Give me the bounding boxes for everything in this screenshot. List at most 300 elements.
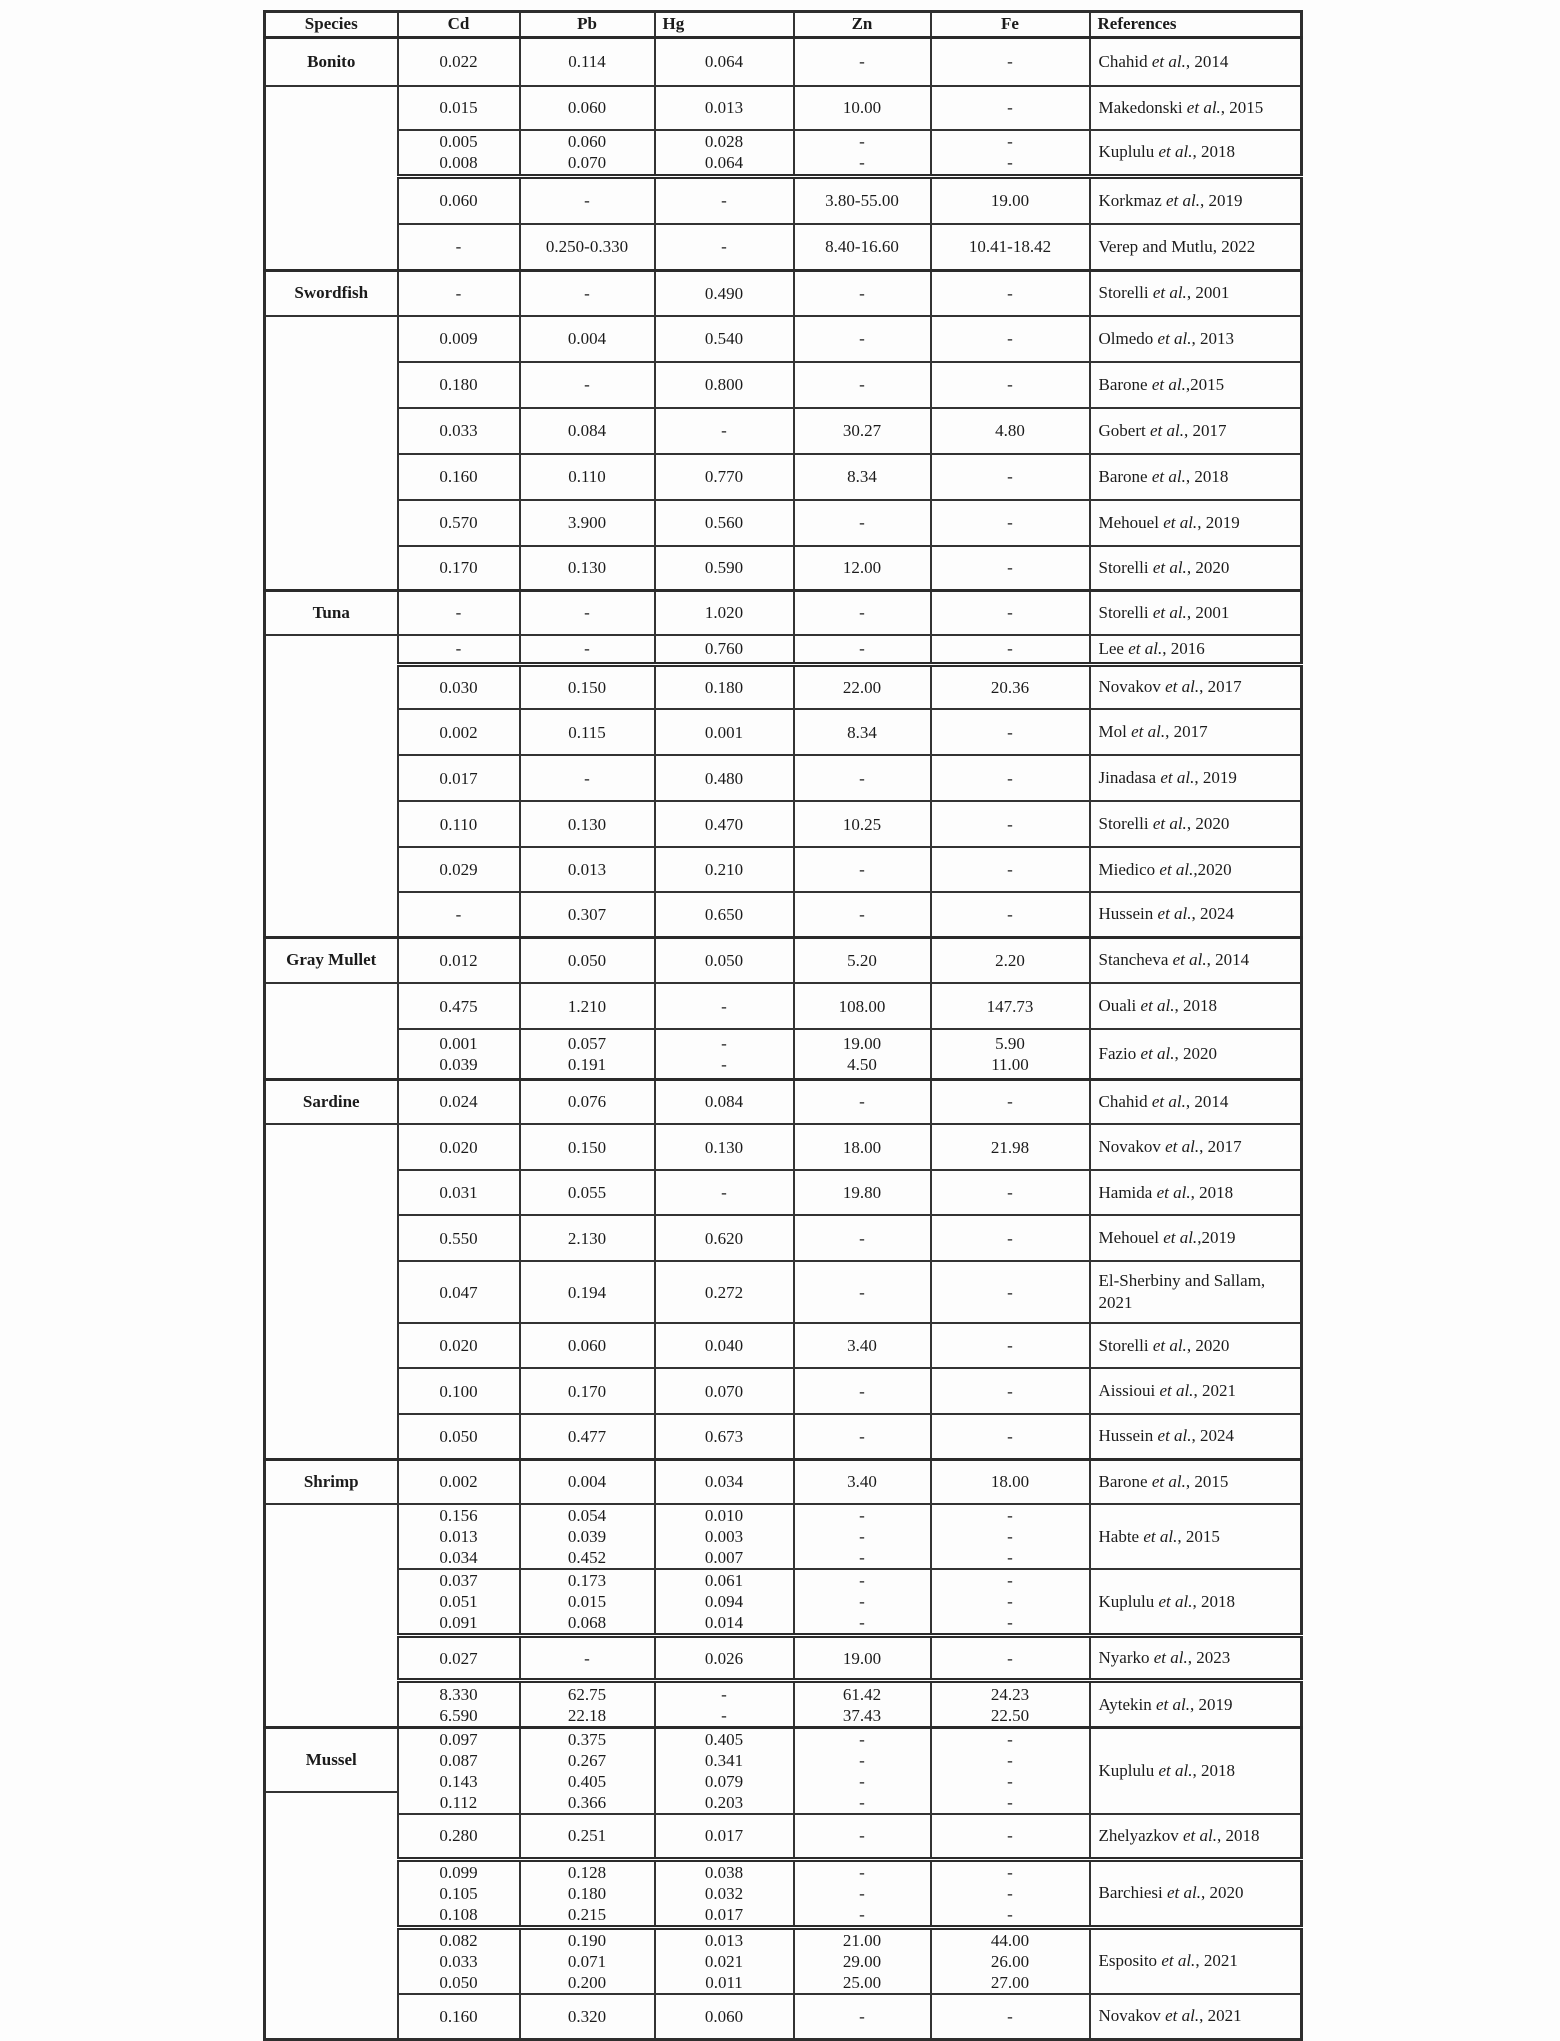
value-line: 0.015 [567, 1592, 607, 1611]
value-line: - [859, 1826, 865, 1846]
cell-pb [520, 664, 655, 709]
value-line: 0.076 [567, 1092, 607, 1112]
cell-pb [520, 546, 655, 591]
species-cell-empty [265, 983, 398, 1079]
cell-cd [398, 1261, 520, 1323]
cell-zn [794, 1215, 931, 1261]
value-line: - [1007, 1883, 1013, 1903]
value-line: 0.004 [567, 1472, 607, 1492]
value-line: - [859, 1571, 865, 1590]
value-line: 0.017 [704, 1904, 744, 1924]
table-row [265, 1927, 1302, 1994]
value-line: 0.082 [439, 1930, 478, 1950]
cell-fe [931, 408, 1090, 454]
cell-fe [931, 1681, 1090, 1728]
value-line: 2.20 [995, 950, 1025, 970]
table-row [265, 709, 1302, 755]
value-line: - [859, 860, 865, 879]
cell-cd [398, 130, 520, 177]
cell-zn [794, 177, 931, 224]
reference-etal: et al. [1152, 814, 1187, 833]
value-line: - [1007, 904, 1013, 924]
cell-fe [931, 224, 1090, 271]
cell-pb [520, 1079, 655, 1124]
value-line: 0.047 [439, 1282, 478, 1302]
reference-year: , 2019 [1197, 512, 1240, 532]
cell-zn [794, 1859, 931, 1927]
cell-cd [398, 1859, 520, 1927]
value-line: 0.002 [439, 1472, 478, 1492]
cell-zn [794, 664, 931, 709]
table-row [265, 892, 1302, 937]
value-line: 0.673 [704, 1426, 744, 1446]
table-body [265, 38, 1302, 2040]
cell-hg [655, 755, 794, 801]
reference-text: Mol [1098, 722, 1132, 741]
cell-zn [794, 1636, 931, 1681]
value-line: 0.060 [567, 132, 607, 152]
cell-reference [1090, 224, 1302, 271]
value-line: 0.022 [439, 52, 478, 72]
cell-fe [931, 1504, 1090, 1569]
species-cell-empty [265, 1792, 398, 2040]
cell-pb [520, 1368, 655, 1414]
value-line: - [859, 1772, 865, 1791]
cell-zn [794, 546, 931, 591]
value-line: 0.026 [704, 1648, 744, 1668]
value-line: 0.039 [567, 1527, 607, 1546]
cell-hg [655, 1124, 794, 1170]
value-line: - [859, 1613, 865, 1632]
reference-etal: et al. [1158, 1761, 1193, 1780]
cell-hg [655, 1569, 794, 1636]
cell-pb [520, 362, 655, 408]
reference-year: , 2024 [1191, 1426, 1235, 1446]
value-line: 108.00 [838, 996, 886, 1016]
table-row [265, 86, 1302, 130]
value-line: 0.060 [567, 98, 607, 117]
reference-etal: et al. [1149, 420, 1184, 440]
table-row [265, 755, 1302, 801]
value-line: - [1007, 153, 1013, 173]
table-row [265, 38, 1302, 86]
value-line: 0.114 [568, 52, 606, 72]
cell-pb [520, 709, 655, 755]
value-line: 0.405 [567, 1772, 607, 1791]
cell-cd [398, 1368, 520, 1414]
value-line: 0.013 [704, 1930, 744, 1950]
cell-reference [1090, 1681, 1302, 1728]
value-line: - [1007, 1336, 1013, 1355]
reference-text: Habte [1098, 1526, 1144, 1546]
cell-zn [794, 1170, 931, 1215]
species-cell-empty [265, 635, 398, 938]
cell-zn [794, 983, 931, 1029]
value-line: - [1007, 1282, 1013, 1302]
species-cell-empty [265, 86, 398, 271]
reference-text: Miedico [1098, 859, 1160, 879]
cell-cd [398, 755, 520, 801]
value-line: 27.00 [990, 1972, 1030, 1992]
reference-text: Storelli [1098, 1335, 1153, 1355]
cell-pb [520, 1459, 655, 1504]
reference-etal: et al. [1157, 1426, 1192, 1446]
cell-fe [931, 1170, 1090, 1215]
cell-fe [931, 847, 1090, 892]
reference-text: Kuplulu [1098, 1591, 1159, 1611]
cell-pb [520, 755, 655, 801]
value-line: - [721, 1684, 727, 1704]
cell-reference [1090, 362, 1302, 408]
value-line: 0.017 [439, 768, 478, 788]
cell-cd [398, 1814, 520, 1859]
cell-reference [1090, 38, 1302, 86]
cell-hg [655, 1994, 794, 2040]
reference-year: , 2015 [1220, 97, 1264, 117]
value-line: 0.620 [704, 1228, 744, 1248]
value-line: - [859, 1228, 865, 1248]
value-line: 0.031 [439, 1183, 478, 1202]
table-row [265, 983, 1302, 1029]
reference-year: , 2017 [1199, 1137, 1242, 1156]
value-line: 0.110 [439, 814, 478, 834]
column-header-zn: Zn [794, 12, 931, 38]
cell-pb [520, 1414, 655, 1459]
value-line: 0.156 [439, 1506, 478, 1525]
cell-hg [655, 316, 794, 362]
cell-fe [931, 709, 1090, 755]
reference-etal: et al. [1151, 1091, 1186, 1111]
value-line: 0.064 [704, 153, 744, 173]
cell-fe [931, 801, 1090, 847]
cell-cd [398, 983, 520, 1029]
cell-pb [520, 224, 655, 271]
value-line: 0.038 [704, 1862, 744, 1882]
cell-fe [931, 1994, 1090, 2040]
cell-cd [398, 1927, 520, 1994]
value-line: 0.180 [704, 677, 744, 697]
value-line: 0.150 [567, 1137, 607, 1157]
value-line: 0.560 [704, 513, 744, 532]
cell-reference [1090, 1170, 1302, 1215]
cell-zn [794, 130, 931, 177]
reference-text: Storelli [1098, 602, 1153, 622]
value-line: 10.41-18.42 [968, 237, 1052, 257]
cell-hg [655, 177, 794, 224]
reference-etal: et al. [1151, 1471, 1186, 1491]
cell-reference [1090, 546, 1302, 591]
reference-text: Novakov [1098, 677, 1166, 697]
value-line: - [1007, 1183, 1013, 1202]
value-line: - [859, 1793, 865, 1812]
species-cell: Bonito [265, 38, 398, 86]
cell-pb [520, 1504, 655, 1569]
reference-year: , 2021 [1193, 1381, 1236, 1400]
cell-fe [931, 664, 1090, 709]
reference-etal: et al. [1163, 1228, 1198, 1247]
table-row [265, 1170, 1302, 1215]
cell-reference [1090, 591, 1302, 635]
value-line: 0.020 [439, 1336, 478, 1355]
value-line: - [1007, 52, 1013, 72]
value-line: 0.190 [567, 1930, 607, 1950]
table-row [265, 546, 1302, 591]
reference-text: Chahid [1098, 1091, 1152, 1111]
value-line: 8.330 [439, 1684, 478, 1704]
value-line: - [1007, 768, 1013, 788]
reference-year: , 2018 [1192, 142, 1235, 162]
value-line: 0.143 [439, 1772, 478, 1791]
cell-zn [794, 847, 931, 892]
cell-reference [1090, 1215, 1302, 1261]
cell-zn [794, 1459, 931, 1504]
value-line: 0.054 [567, 1506, 607, 1525]
reference-year: , 2020 [1200, 1883, 1244, 1902]
cell-pb [520, 1814, 655, 1859]
value-line: - [455, 283, 462, 303]
value-line: 0.210 [704, 860, 744, 879]
reference-year: , 2021 [1195, 1951, 1238, 1970]
value-line: - [859, 1092, 865, 1112]
value-line: - [1007, 1730, 1013, 1749]
table-row [265, 1681, 1302, 1728]
value-line: 0.033 [439, 421, 478, 440]
value-line: - [859, 1381, 865, 1401]
value-line: 0.009 [439, 329, 478, 348]
value-line: - [1007, 1751, 1013, 1770]
reference-etal: et al. [1155, 1694, 1190, 1714]
cell-pb [520, 1728, 655, 1815]
reference-year: , 2013 [1191, 328, 1235, 348]
value-line: 0.013 [439, 1527, 478, 1546]
value-line: 0.320 [567, 2006, 607, 2026]
value-line: 0.060 [567, 1336, 607, 1355]
reference-etal: et al. [1143, 1526, 1178, 1546]
value-line: 0.050 [439, 1972, 478, 1992]
cell-pb [520, 591, 655, 635]
cell-hg [655, 1728, 794, 1815]
header-row [265, 12, 1302, 38]
cell-cd [398, 1681, 520, 1728]
cell-reference [1090, 635, 1302, 665]
value-line: 0.280 [439, 1826, 478, 1846]
cell-reference [1090, 1504, 1302, 1569]
cell-zn [794, 1029, 931, 1079]
cell-cd [398, 801, 520, 847]
cell-pb [520, 500, 655, 546]
value-line: - [1007, 1793, 1013, 1812]
value-line: - [859, 1883, 865, 1903]
value-line: 0.017 [704, 1826, 744, 1846]
cell-fe [931, 546, 1090, 591]
cell-reference [1090, 709, 1302, 755]
value-line: 0.037 [439, 1571, 478, 1590]
cell-zn [794, 801, 931, 847]
table-row [265, 316, 1302, 362]
cell-hg [655, 1414, 794, 1459]
reference-year: ,2019 [1197, 1228, 1236, 1247]
cell-fe [931, 1636, 1090, 1681]
reference-etal: et al. [1156, 1182, 1191, 1202]
cell-pb [520, 316, 655, 362]
value-line: - [584, 191, 590, 211]
cell-pb [520, 408, 655, 454]
value-line: 0.405 [704, 1730, 744, 1749]
value-line: 21.98 [990, 1137, 1030, 1157]
reference-text: Storelli [1098, 814, 1153, 833]
value-line: - [1007, 1381, 1013, 1401]
value-line: - [859, 1592, 865, 1611]
value-line: 0.191 [567, 1054, 607, 1074]
value-line: 0.015 [439, 98, 478, 117]
cell-pb [520, 1029, 655, 1079]
value-line: 1.210 [567, 996, 607, 1016]
value-line: 0.108 [439, 1904, 478, 1924]
value-line: 0.341 [704, 1751, 744, 1770]
table-row [265, 1569, 1302, 1636]
reference-year: , 2019 [1194, 768, 1237, 787]
table-row [265, 1079, 1302, 1124]
value-line: - [859, 904, 865, 924]
value-line: - [1007, 1613, 1013, 1632]
reference-year: , 2021 [1199, 2006, 1242, 2026]
value-line: 0.115 [568, 722, 606, 742]
cell-cd [398, 847, 520, 892]
cell-pb [520, 38, 655, 86]
cell-reference [1090, 1079, 1302, 1124]
value-line: - [721, 1183, 727, 1202]
reference-etal: et al. [1152, 1335, 1187, 1355]
cell-zn [794, 271, 931, 316]
value-line: 0.760 [704, 639, 744, 658]
value-line: 0.004 [567, 329, 607, 348]
table-row [265, 937, 1302, 983]
cell-cd [398, 591, 520, 635]
reference-etal: et al. [1151, 466, 1186, 486]
cell-cd [398, 454, 520, 500]
value-line: 4.80 [995, 421, 1025, 440]
value-line: 0.057 [567, 1033, 607, 1053]
cell-cd [398, 546, 520, 591]
cell-fe [931, 1814, 1090, 1859]
table-row [265, 130, 1302, 177]
value-line: 0.250-0.330 [545, 237, 629, 257]
cell-cd [398, 408, 520, 454]
value-line: 29.00 [842, 1951, 882, 1971]
value-line: 3.40 [847, 1472, 877, 1492]
value-line: 10.00 [842, 98, 882, 117]
cell-hg [655, 271, 794, 316]
value-line: 22.00 [842, 677, 882, 697]
cell-hg [655, 847, 794, 892]
cell-cd [398, 86, 520, 130]
reference-text: Hussein [1098, 904, 1158, 924]
value-line: 0.064 [704, 52, 744, 72]
species-cell: Sardine [265, 1079, 398, 1124]
value-line: 0.375 [567, 1730, 607, 1749]
cell-pb [520, 801, 655, 847]
cell-reference [1090, 1414, 1302, 1459]
value-line: 0.060 [704, 2006, 744, 2026]
value-line: - [859, 768, 865, 788]
column-header-fe: Fe [931, 12, 1090, 38]
value-line: 0.032 [704, 1883, 744, 1903]
cell-fe [931, 454, 1090, 500]
reference-text: El-Sherbiny and Sallam, 2021 [1098, 1271, 1266, 1312]
value-line: 0.094 [704, 1592, 744, 1611]
table-row [265, 408, 1302, 454]
reference-year: , 2018 [1174, 996, 1218, 1015]
cell-hg [655, 1170, 794, 1215]
value-line: 25.00 [842, 1972, 882, 1992]
cell-zn [794, 1927, 931, 1994]
value-line: 0.550 [439, 1228, 478, 1248]
value-line: 0.215 [567, 1904, 607, 1924]
value-line: 0.180 [567, 1883, 607, 1903]
cell-cd [398, 1079, 520, 1124]
value-line: 0.194 [567, 1282, 607, 1302]
cell-zn [794, 755, 931, 801]
value-line: - [859, 1282, 865, 1302]
reference-year: , 2017 [1165, 722, 1208, 741]
value-line: 0.002 [439, 722, 478, 742]
reference-text: Aissioui [1098, 1381, 1160, 1400]
cell-fe [931, 1323, 1090, 1368]
reference-text: Storelli [1098, 557, 1153, 577]
species-cell-empty [265, 316, 398, 591]
value-line: 0.034 [439, 1548, 478, 1567]
value-line: - [859, 52, 865, 72]
value-line: 37.43 [842, 1705, 882, 1725]
value-line: - [1007, 558, 1013, 578]
table-row [265, 1994, 1302, 2040]
value-line: 0.130 [704, 1137, 744, 1157]
table-row [265, 1414, 1302, 1459]
value-line: 0.307 [567, 904, 607, 924]
cell-hg [655, 709, 794, 755]
cell-reference [1090, 454, 1302, 500]
value-line: 0.051 [439, 1592, 478, 1611]
value-line: 0.039 [439, 1054, 478, 1074]
cell-reference [1090, 892, 1302, 937]
value-line: 8.34 [847, 722, 877, 742]
reference-text: Mehouel [1098, 1228, 1164, 1247]
cell-reference [1090, 1814, 1302, 1859]
table-row [265, 362, 1302, 408]
reference-text: Stancheva [1098, 950, 1173, 970]
value-line: 0.272 [704, 1282, 744, 1302]
cell-reference [1090, 1636, 1302, 1681]
value-line: - [859, 375, 865, 394]
value-line: 0.029 [439, 860, 478, 879]
reference-etal: et al. [1183, 1825, 1217, 1845]
value-line: - [859, 1426, 865, 1446]
reference-etal: et al. [1160, 768, 1195, 787]
reference-etal: et al. [1152, 557, 1187, 577]
value-line: - [1007, 1506, 1013, 1525]
cell-hg [655, 1681, 794, 1728]
cell-pb [520, 130, 655, 177]
value-line: 0.475 [439, 996, 478, 1016]
cell-reference [1090, 1569, 1302, 1636]
value-line: - [584, 768, 590, 788]
value-line: 0.087 [439, 1751, 478, 1770]
cell-cd [398, 38, 520, 86]
cell-hg [655, 86, 794, 130]
cell-hg [655, 224, 794, 271]
value-line: - [584, 639, 590, 658]
reference-etal: et al. [1152, 602, 1187, 622]
